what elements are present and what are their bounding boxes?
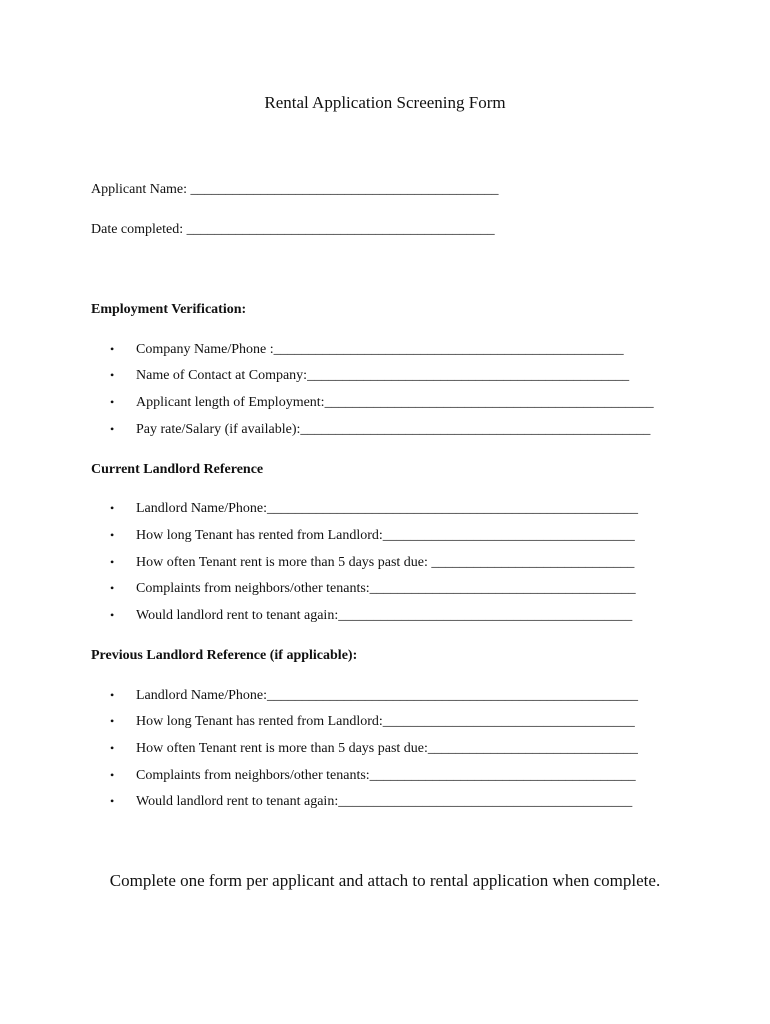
current-landlord-heading: Current Landlord Reference (91, 462, 264, 477)
bullet-icon: • (110, 528, 115, 542)
bullet-icon: • (110, 714, 115, 728)
bullet-icon: • (110, 422, 115, 436)
bullet-icon: • (110, 608, 115, 622)
current-landlord-item[interactable]: • How long Tenant has rented from Landlord:____________________________________ (110, 528, 635, 543)
bullet-icon: • (110, 741, 115, 755)
bullet-icon: • (110, 794, 115, 808)
employment-heading: Employment Verification: (91, 302, 247, 317)
previous-landlord-heading: Previous Landlord Reference (if applicable): (91, 648, 358, 663)
current-landlord-item[interactable]: • Landlord Name/Phone:_____________________________________________________ (110, 501, 639, 516)
employment-item[interactable]: • Name of Contact at Company:______________________________________________ (110, 368, 630, 383)
current-landlord-item[interactable]: • Complaints from neighbors/other tenants:______________________________________ (110, 581, 636, 596)
employment-item[interactable]: • Company Name/Phone :__________________________________________________ (110, 342, 624, 357)
current-landlord-item[interactable]: • Would landlord rent to tenant again:__________________________________________ (110, 608, 633, 623)
footer-instruction: Complete one form per applicant and attach to rental application when complete. (109, 871, 661, 890)
form-title: Rental Application Screening Form (264, 93, 506, 112)
bullet-icon: • (110, 501, 115, 515)
applicant-name-field[interactable]: Applicant Name: ____________________________________________ (91, 182, 499, 197)
previous-landlord-item[interactable]: • How long Tenant has rented from Landlord:____________________________________ (110, 714, 635, 729)
employment-item[interactable]: • Applicant length of Employment:_______________________________________________ (110, 395, 654, 410)
bullet-icon: • (110, 581, 115, 595)
bullet-icon: • (110, 368, 115, 382)
bullet-icon: • (110, 342, 115, 356)
previous-landlord-item[interactable]: • Landlord Name/Phone:_____________________________________________________ (110, 688, 639, 703)
previous-landlord-item[interactable]: • How often Tenant rent is more than 5 days past due:______________________________ (110, 741, 638, 756)
bullet-icon: • (110, 768, 115, 782)
bullet-icon: • (110, 555, 115, 569)
employment-item[interactable]: • Pay rate/Salary (if available):__________________________________________________ (110, 422, 651, 437)
previous-landlord-item[interactable]: • Complaints from neighbors/other tenants:______________________________________ (110, 768, 636, 783)
current-landlord-item[interactable]: • How often Tenant rent is more than 5 days past due: _____________________________ (110, 555, 635, 570)
date-completed-field[interactable]: Date completed: ____________________________________________ (91, 222, 495, 237)
bullet-icon: • (110, 688, 115, 702)
bullet-icon: • (110, 395, 115, 409)
previous-landlord-item[interactable]: • Would landlord rent to tenant again:__________________________________________ (110, 794, 633, 809)
